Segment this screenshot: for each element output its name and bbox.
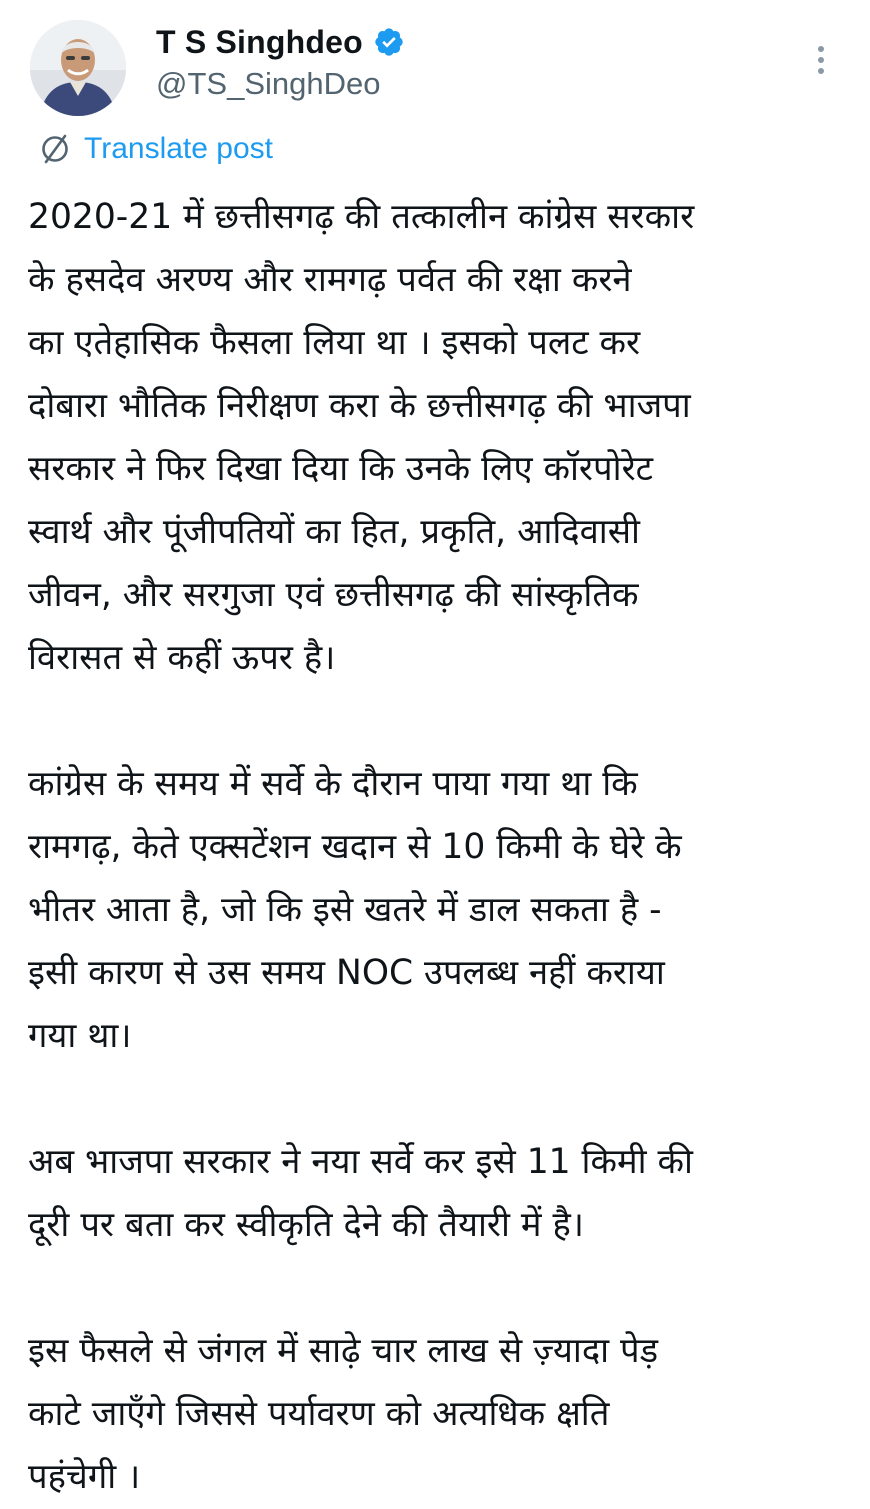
avatar[interactable]: [30, 20, 126, 116]
more-options-button[interactable]: [806, 40, 836, 80]
more-vertical-icon-dot: [818, 57, 824, 63]
avatar-photo-icon: [30, 20, 126, 116]
translate-post-label: Translate post: [84, 132, 273, 165]
author-names: [156, 20, 405, 102]
post-line: कांग्रेस के समय में सर्वे के दौरान पाया गया था कि: [28, 764, 638, 804]
post-paragraph: [28, 1320, 850, 1509]
post-line: विरासत से कहीं ऊपर है।: [28, 638, 336, 678]
post-line: दोबारा भौतिक निरीक्षण करा के छत्तीसगढ़ की भाजपा: [28, 386, 691, 426]
post-header: [0, 0, 870, 130]
post-line: भीतर आता है, जो कि इसे खतरे में डाल सकता है -: [28, 890, 662, 930]
post-line: का एतेहासिक फैसला लिया था । इसको पलट कर: [28, 323, 641, 363]
display-name-row: [156, 20, 405, 64]
post-line: जीवन, और सरगुजा एवं छत्तीसगढ़ की सांस्कृतिक: [28, 575, 639, 615]
post-line: सरकार ने फिर दिखा दिया कि उनके लिए कॉरपोरेट: [28, 449, 654, 489]
author-handle[interactable]: @TS_SinghDeo: [156, 66, 381, 101]
post-line: इसी कारण से उस समय NOC उपलब्ध नहीं कराया: [28, 953, 665, 993]
display-name[interactable]: T S Singhdeo: [156, 23, 363, 60]
post-line: पहंचेगी ।: [28, 1457, 141, 1497]
post-line: स्वार्थ और पूंजीपतियों का हित, प्रकृति, आदिवासी: [28, 512, 640, 552]
post-paragraph: [28, 753, 850, 1068]
post-line: काटे जाएँगे जिससे पर्यावरण को अत्यधिक क्षति: [28, 1394, 610, 1434]
post-line: गया था।: [28, 1016, 132, 1056]
post-line: के हसदेव अरण्य और रामगढ़ पर्वत की रक्षा करने: [28, 260, 632, 300]
post-line: रामगढ़, केते एक्सटेंशन खदान से 10 किमी के घेरे के: [28, 827, 682, 867]
more-vertical-icon: [818, 46, 824, 52]
more-vertical-icon-dot: [818, 68, 824, 74]
post-line: इस फैसले से जंगल में साढ़े चार लाख से ज़्यादा पेड़: [28, 1331, 659, 1371]
translate-globe-icon: [38, 132, 72, 166]
translate-post-button[interactable]: [38, 128, 273, 170]
verified-badge-icon: [373, 26, 405, 58]
post-line: 2020-21 में छत्तीसगढ़ की तत्कालीन कांग्रेस सरकार: [28, 197, 695, 237]
post-line: दूरी पर बता कर स्वीकृति देने की तैयारी में है।: [28, 1205, 584, 1245]
post-text: [28, 186, 850, 1509]
post-paragraph: [28, 1131, 850, 1257]
post-paragraph: [28, 186, 850, 690]
post-line: अब भाजपा सरकार ने नया सर्वे कर इसे 11 किमी की: [28, 1142, 693, 1182]
